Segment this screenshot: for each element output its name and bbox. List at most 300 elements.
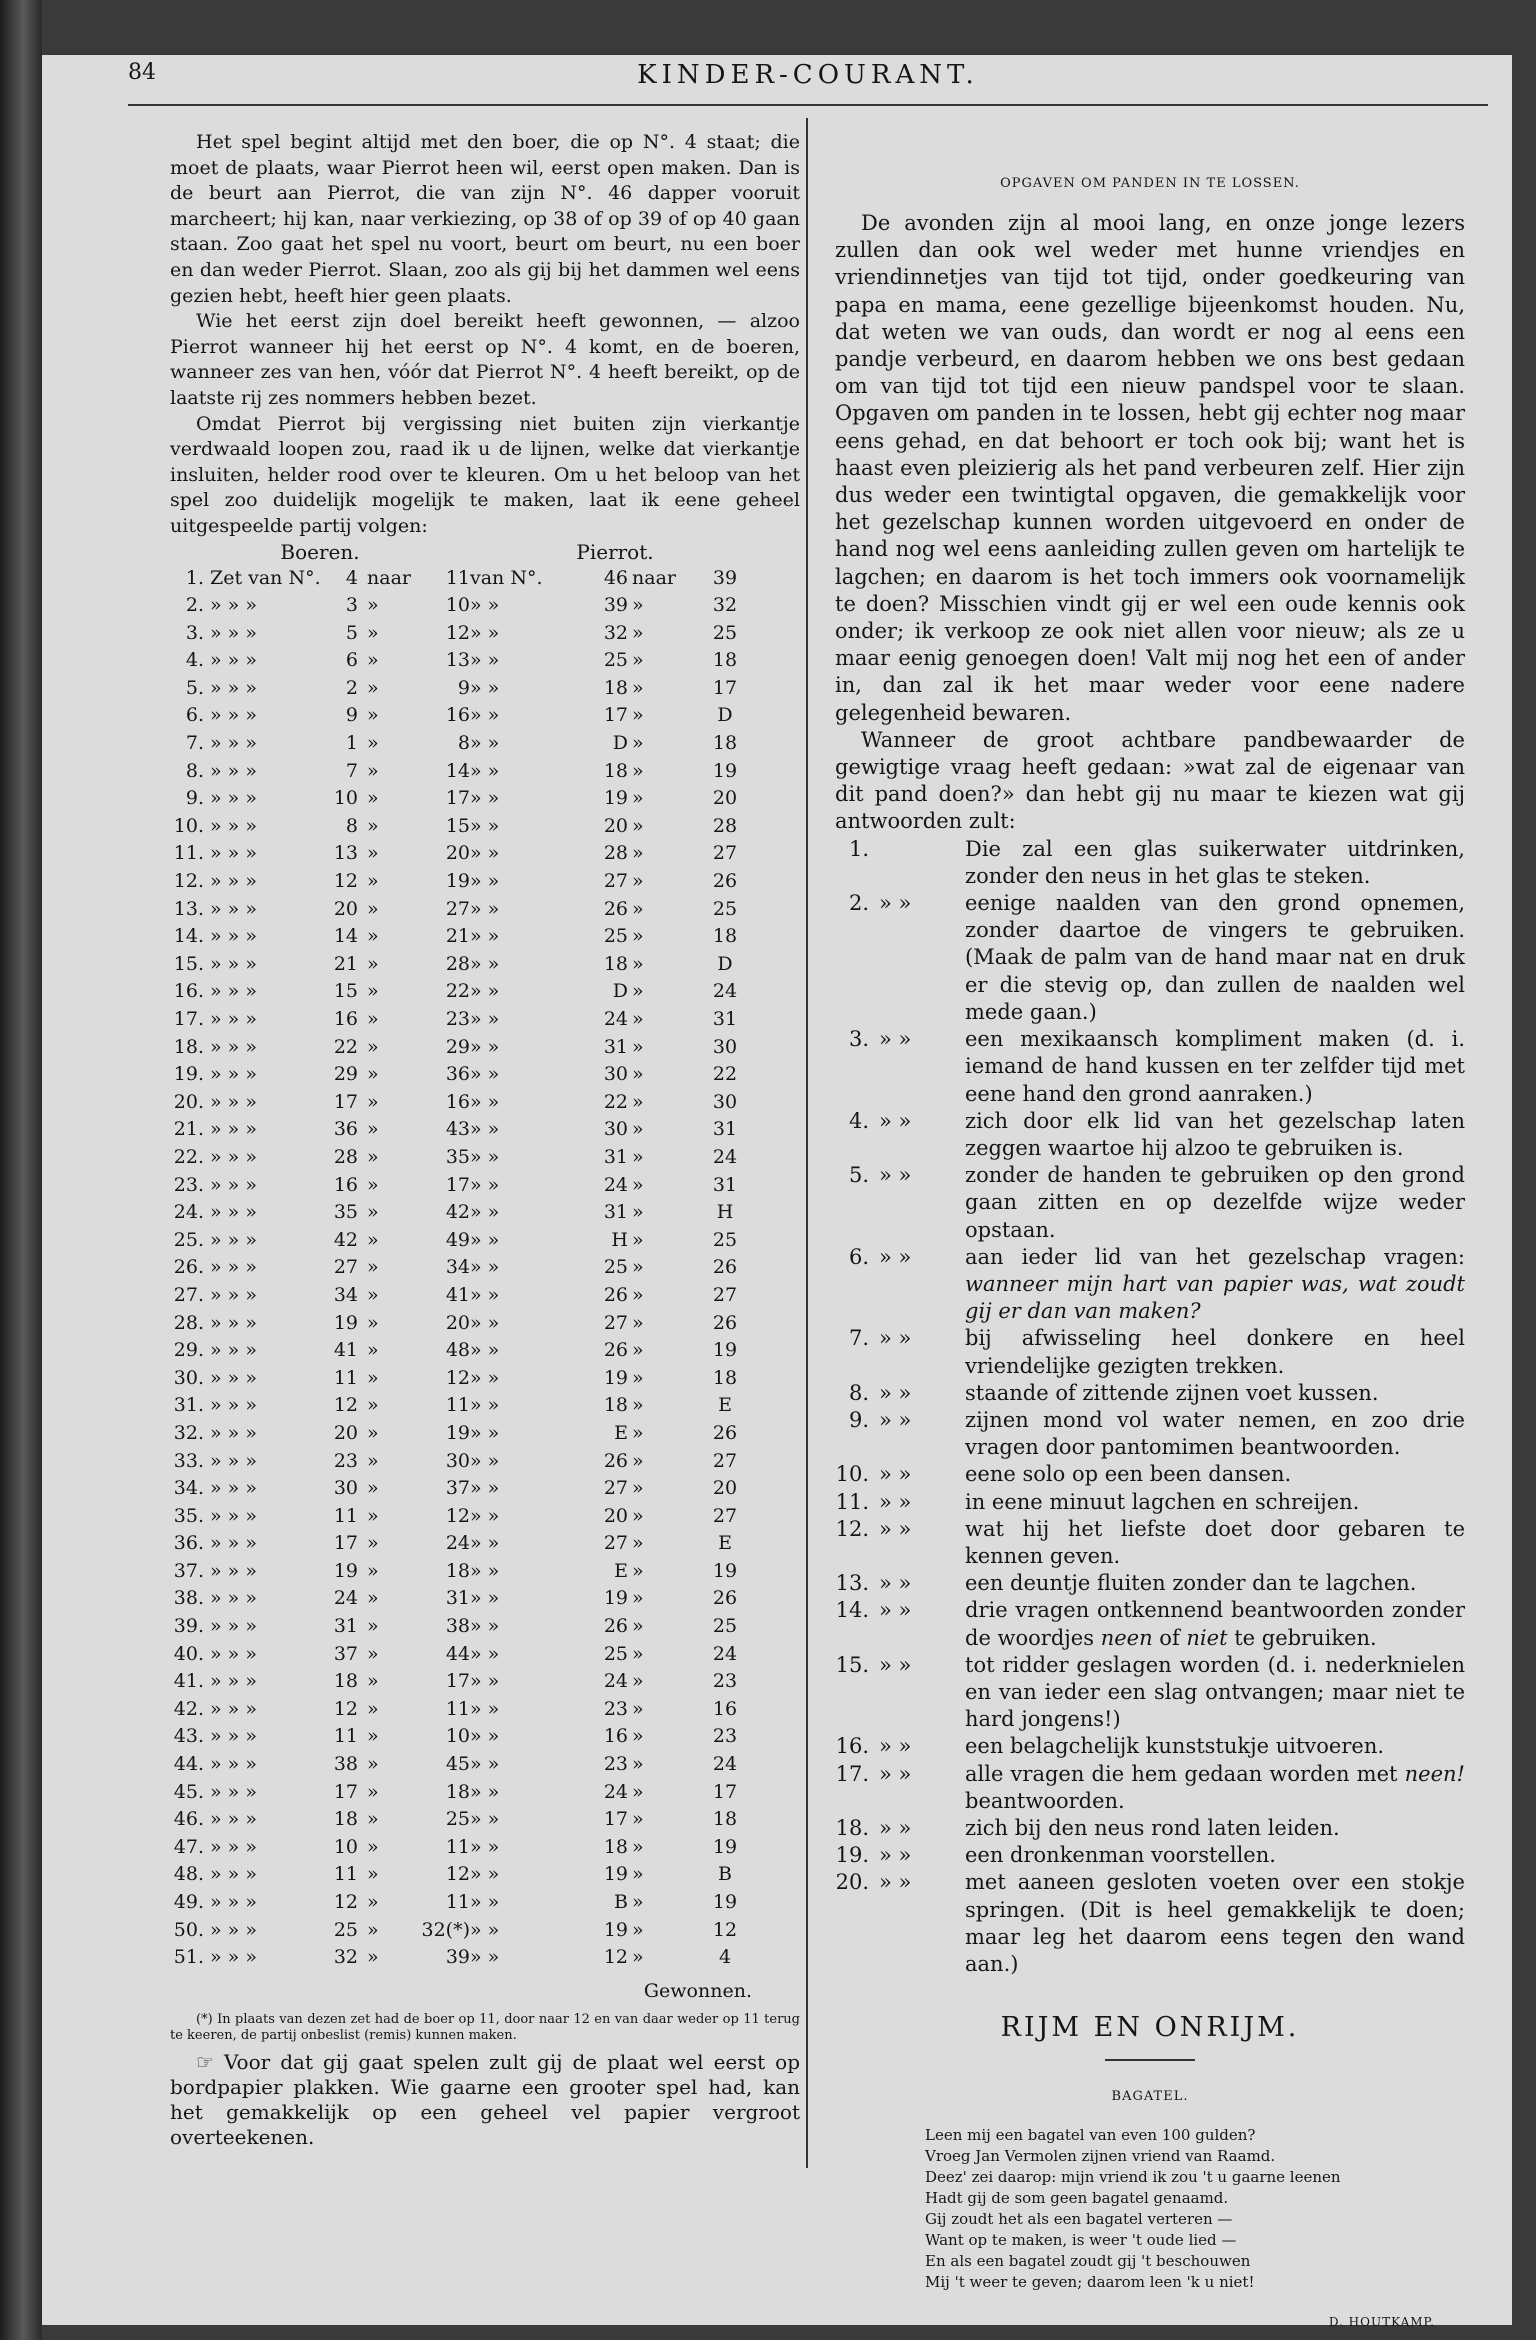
move-cell: » » <box>470 1808 500 1831</box>
move-cell: » » » <box>210 1201 257 1224</box>
move-cell: » » <box>470 787 500 810</box>
move-row <box>170 1807 800 1835</box>
move-cell: 18 <box>603 952 628 975</box>
move-cell: 31 <box>712 1173 738 1196</box>
task-ditto: » » <box>879 1516 912 1541</box>
move-cell: » <box>367 704 379 727</box>
task-text: te gebruiken. <box>1234 1625 1377 1650</box>
move-cell: » » » <box>210 980 257 1003</box>
move-cell: 23 <box>333 1449 358 1472</box>
move-cell: 25 <box>603 925 628 948</box>
move-cell: » <box>367 1891 379 1913</box>
task-item <box>835 836 1465 890</box>
move-cell: 10 <box>333 787 358 810</box>
poem-line: En als een bagatel zoudt gij 't beschouwen <box>925 2251 1251 2270</box>
move-cell: » <box>632 870 644 893</box>
task-ditto: » » <box>879 1652 912 1677</box>
task-text: zich door elk lid van het gezelschap laten zeggen waartoe hij alzoo te gebruiken is. <box>965 1108 1465 1160</box>
task-number: 8. <box>848 1380 869 1405</box>
move-cell: 39 <box>712 566 738 589</box>
right-column <box>835 210 1465 2336</box>
move-cell: 24 <box>603 1780 628 1803</box>
move-cell: » <box>367 1449 379 1472</box>
move-row <box>170 1614 800 1642</box>
task-number: 11. <box>835 1489 869 1514</box>
move-cell: 26 <box>603 1449 628 1472</box>
move-row <box>170 1421 800 1449</box>
move-cell: » <box>632 1090 644 1113</box>
move-cell: » <box>367 1504 379 1527</box>
move-cell: » <box>632 676 644 699</box>
move-cell: 23 <box>603 1753 628 1776</box>
move-cell: 49 <box>445 1228 470 1251</box>
move-cell: 38. <box>173 1587 204 1610</box>
move-cell: 2. <box>185 594 204 617</box>
move-cell: 4 <box>718 1946 732 1969</box>
move-cell: 7. <box>185 732 204 755</box>
move-cell: » » <box>470 1090 500 1113</box>
move-row <box>170 1724 800 1752</box>
move-cell: 25 <box>445 1808 470 1831</box>
move-cell: » » <box>470 704 500 727</box>
move-cell: van N°. <box>470 566 543 589</box>
task-ditto: » » <box>879 891 912 916</box>
move-cell: 11 <box>333 1863 358 1886</box>
move-cell: » <box>632 1587 644 1610</box>
move-cell: » » <box>470 1477 500 1500</box>
move-cell: » <box>632 621 644 644</box>
move-cell: » » » <box>210 1835 257 1858</box>
move-cell: » » <box>470 1918 500 1941</box>
move-row <box>170 1366 800 1394</box>
move-cell: 30. <box>173 1366 204 1389</box>
move-cell: 37 <box>333 1642 358 1665</box>
move-cell: » <box>367 1477 379 1500</box>
move-row <box>170 1338 800 1366</box>
move-cell: naar <box>367 566 411 589</box>
move-cell: » » <box>470 980 500 1003</box>
move-cell: » » » <box>210 1008 257 1030</box>
move-cell: 16 <box>603 1725 628 1748</box>
move-cell: 12 <box>333 1394 358 1417</box>
move-cell: 17. <box>173 1008 204 1030</box>
move-cell: 30 <box>712 1035 738 1058</box>
rijm-heading: RIJM EN ONRIJM. <box>1000 2012 1300 2044</box>
move-cell: 19 <box>603 1863 628 1886</box>
move-cell: » » » <box>210 1863 257 1886</box>
move-cell: » <box>367 1918 379 1941</box>
move-cell: 17 <box>712 1780 738 1803</box>
move-cell: » » <box>470 1449 500 1472</box>
move-cell: 18 <box>445 1559 470 1582</box>
move-row <box>170 1035 800 1063</box>
move-cell: 34 <box>333 1283 358 1306</box>
move-row <box>170 1173 800 1201</box>
move-cell: » <box>367 1008 379 1030</box>
task-ditto: » » <box>879 1571 912 1596</box>
move-cell: » <box>367 870 379 893</box>
move-cell: 24 <box>333 1587 358 1610</box>
move-cell: » <box>632 1780 644 1803</box>
move-cell: 20 <box>603 1504 628 1527</box>
task-item <box>835 1516 1465 1570</box>
move-cell: » » <box>470 1063 500 1086</box>
task-item <box>835 1761 1465 1815</box>
move-cell: 27 <box>603 870 628 893</box>
task-number: 18. <box>835 1815 869 1840</box>
task-ditto: » » <box>879 1407 912 1432</box>
move-cell: 9 <box>457 676 470 699</box>
task-number: 3. <box>848 1027 869 1052</box>
move-cell: » <box>367 1339 379 1362</box>
move-cell: » » <box>470 1201 500 1224</box>
move-cell: 43 <box>445 1118 470 1141</box>
move-row <box>170 731 800 759</box>
move-cell: 11. <box>173 842 204 865</box>
move-cell: 26 <box>603 897 628 920</box>
move-cell: » » » <box>210 1090 257 1113</box>
move-cell: » <box>632 1753 644 1776</box>
move-cell: 19 <box>603 1918 628 1941</box>
move-cell: » <box>367 1366 379 1389</box>
move-row <box>170 897 800 925</box>
move-cell: » » » <box>210 1532 257 1555</box>
move-cell: 21 <box>445 925 470 948</box>
move-cell: » <box>632 1228 644 1251</box>
move-cell: » » » <box>210 621 257 644</box>
task-item <box>835 1489 1465 1516</box>
move-cell: 24 <box>712 1642 738 1665</box>
move-cell: 31 <box>445 1587 470 1610</box>
move-cell: 5. <box>185 676 204 699</box>
move-cell: » <box>367 1725 379 1748</box>
move-cell: » » » <box>210 925 257 948</box>
move-cell: 18 <box>712 1808 738 1831</box>
move-cell: 19 <box>603 787 628 810</box>
move-cell: 26 <box>603 1615 628 1638</box>
task-number: 20. <box>835 1870 869 1895</box>
move-cell: » » » <box>210 1449 257 1472</box>
move-cell: 25 <box>712 621 738 644</box>
move-cell: 30 <box>445 1449 470 1472</box>
move-cell: 18 <box>603 759 628 782</box>
move-cell: » <box>632 1670 644 1693</box>
move-cell: » <box>367 649 379 672</box>
task-ditto: » » <box>879 1244 912 1269</box>
move-cell: 21. <box>173 1118 204 1141</box>
move-cell: » <box>367 1063 379 1086</box>
move-cell: 23 <box>712 1670 738 1693</box>
move-cell: » » <box>470 1008 500 1030</box>
move-cell: 38 <box>445 1615 470 1638</box>
move-row <box>170 979 800 1007</box>
task-text: tot ridder geslagen worden (d. i. nederknielen en van ieder een slag ontvangen; maar niet te hard jongens!) <box>965 1652 1465 1732</box>
move-cell: 44. <box>173 1753 204 1776</box>
move-cell: 18 <box>712 732 738 755</box>
move-cell: » <box>632 1946 644 1969</box>
move-cell: 19 <box>603 1587 628 1610</box>
move-cell: 32. <box>173 1421 204 1444</box>
move-cell: » » » <box>210 1753 257 1776</box>
task-ditto: » » <box>879 1326 912 1351</box>
move-cell: 32 <box>333 1946 358 1969</box>
move-cell: 31 <box>603 1145 628 1168</box>
move-cell: » » » <box>210 1118 257 1141</box>
task-number: 1. <box>848 836 869 861</box>
task-number: 13. <box>835 1571 869 1596</box>
move-cell: » » » <box>210 649 257 672</box>
move-row <box>170 1449 800 1477</box>
move-cell: 11 <box>333 1366 358 1389</box>
move-cell: » <box>367 1228 379 1251</box>
move-cell: » » <box>470 1642 500 1665</box>
move-cell: » » » <box>210 759 257 782</box>
header-rule <box>128 104 1488 106</box>
move-cell: 28 <box>712 814 738 837</box>
move-cell: 19 <box>445 870 470 893</box>
move-cell: 1 <box>345 732 358 755</box>
move-cell: » » <box>470 952 500 975</box>
move-cell: 17 <box>712 676 738 699</box>
move-cell: » » <box>470 1891 500 1913</box>
move-row <box>170 1559 800 1587</box>
move-cell: » <box>632 842 644 865</box>
move-cell: 15 <box>333 980 358 1003</box>
move-row <box>170 1642 800 1670</box>
move-cell: 17 <box>333 1780 358 1803</box>
poem-line: Hadt gij de som geen bagatel genaamd. <box>925 2188 1229 2207</box>
page-header <box>128 60 1488 100</box>
move-cell: » » <box>470 1339 500 1362</box>
move-cell: 11 <box>445 1697 470 1720</box>
move-cell: » <box>632 1808 644 1831</box>
move-cell: » <box>367 621 379 644</box>
pierrot-heading: Pierrot. <box>576 539 654 564</box>
move-cell: 34. <box>173 1477 204 1500</box>
move-row <box>170 1504 800 1532</box>
move-cell: 19 <box>333 1311 358 1334</box>
short-rule <box>1105 2059 1195 2061</box>
task-number: 4. <box>848 1108 869 1133</box>
task-item <box>835 1325 1465 1379</box>
move-cell: » <box>367 1670 379 1693</box>
task-text: zich bij den neus rond laten leiden. <box>965 1815 1340 1840</box>
move-cell: 51. <box>173 1946 204 1969</box>
move-cell: » <box>632 594 644 617</box>
move-cell: 39. <box>173 1615 204 1638</box>
move-cell: H <box>716 1201 734 1224</box>
book-spine <box>0 0 42 2340</box>
task-item <box>835 1570 1465 1597</box>
move-cell: 23 <box>445 1008 470 1030</box>
move-cell: » <box>632 1449 644 1472</box>
move-cell: 35 <box>333 1201 358 1224</box>
move-cell: 50. <box>173 1918 204 1941</box>
moves-table <box>170 566 800 1973</box>
move-cell: » » <box>470 1780 500 1803</box>
move-cell: » <box>367 1532 379 1555</box>
move-cell: » <box>367 594 379 617</box>
move-cell: » » » <box>210 1477 257 1500</box>
column-rule <box>806 118 808 2168</box>
move-cell: 25 <box>712 897 738 920</box>
move-cell: 45 <box>445 1753 470 1776</box>
move-cell: 40. <box>173 1642 204 1665</box>
move-cell: » <box>367 1559 379 1582</box>
move-cell: » <box>632 1642 644 1665</box>
task-text: een dronkenman voorstellen. <box>965 1843 1276 1868</box>
move-cell: » » <box>470 1615 500 1638</box>
move-row <box>170 1007 800 1035</box>
move-cell: 37. <box>173 1559 204 1582</box>
move-cell: 19 <box>712 759 738 782</box>
move-cell: » <box>632 1394 644 1417</box>
move-cell: » <box>367 1201 379 1224</box>
move-row <box>170 1669 800 1697</box>
move-cell: 16 <box>333 1173 358 1196</box>
task-text: een deuntje fluiten zonder dan te lagchen. <box>965 1571 1417 1596</box>
move-cell: » » <box>470 1753 500 1776</box>
move-cell: » » » <box>210 897 257 920</box>
move-row <box>170 648 800 676</box>
move-row <box>170 759 800 787</box>
move-row <box>170 566 800 594</box>
move-cell: Zet van N°. <box>210 566 321 589</box>
move-cell: » » » <box>210 1256 257 1279</box>
move-cell: » » » <box>210 594 257 617</box>
task-text: staande of zittende zijnen voet kussen. <box>965 1380 1379 1405</box>
move-cell: 31 <box>333 1615 358 1638</box>
move-cell: » <box>367 1697 379 1720</box>
task-number: 6. <box>848 1244 869 1269</box>
move-cell: 25 <box>333 1918 358 1941</box>
task-ditto: » » <box>879 1598 912 1623</box>
move-cell: » <box>632 1201 644 1224</box>
task-item <box>835 1108 1465 1162</box>
move-cell: E <box>718 1394 732 1417</box>
move-cell: 45. <box>173 1780 204 1803</box>
move-cell: 26 <box>603 1283 628 1306</box>
move-cell: B <box>614 1891 628 1913</box>
move-cell: 16 <box>333 1008 358 1030</box>
move-cell: 26 <box>712 1587 738 1610</box>
task-text: met aaneen gesloten voeten over een stokje springen. (Dit is heel gemakkelijk te doen; maar leg het daarom eens tegen den wand aan.) <box>965 1870 1465 1976</box>
move-cell: » » » <box>210 1173 257 1196</box>
won-label: Gewonnen. <box>643 1979 752 2002</box>
move-cell: 36 <box>445 1063 470 1086</box>
task-item <box>835 1162 1465 1244</box>
move-cell: 12. <box>173 870 204 893</box>
move-cell: 18 <box>603 1394 628 1417</box>
move-row <box>170 1780 800 1808</box>
move-cell: » <box>632 897 644 920</box>
move-cell: 14 <box>445 759 470 782</box>
move-cell: 48. <box>173 1863 204 1886</box>
move-cell: » <box>367 1035 379 1058</box>
move-cell: » <box>367 732 379 755</box>
move-cell: 13. <box>173 897 204 920</box>
move-cell: 19 <box>712 1835 738 1858</box>
task-ditto: » » <box>879 1462 912 1487</box>
poem-title: BAGATEL. <box>1111 2089 1189 2105</box>
move-cell: » <box>367 814 379 837</box>
move-cell: » » » <box>210 1283 257 1306</box>
move-cell: » » <box>470 1559 500 1582</box>
section-title: OPGAVEN OM PANDEN IN TE LOSSEN. <box>1000 176 1300 191</box>
task-item <box>835 1380 1465 1407</box>
move-cell: » » <box>470 649 500 672</box>
move-cell: 38 <box>333 1753 358 1776</box>
move-cell: 30 <box>603 1063 628 1086</box>
move-cell: » » » <box>210 842 257 865</box>
move-cell: » » » <box>210 1366 257 1389</box>
move-cell: » » » <box>210 1725 257 1748</box>
move-row <box>170 1117 800 1145</box>
move-cell: 12 <box>445 1863 470 1886</box>
move-cell: » <box>632 1283 644 1306</box>
poem-line: Deez' zei daarop: mijn vriend ik zou 't u gaarne leenen <box>925 2167 1341 2186</box>
poem <box>835 2125 1465 2293</box>
task-item <box>835 1652 1465 1734</box>
poem-line: Leen mij een bagatel van even 100 gulden? <box>925 2125 1256 2144</box>
move-cell: 39 <box>603 594 628 617</box>
move-cell: » <box>367 787 379 810</box>
move-cell: » <box>632 759 644 782</box>
move-cell: 18 <box>333 1808 358 1831</box>
move-cell: 16 <box>445 704 470 727</box>
move-cell: 19 <box>712 1559 738 1582</box>
move-row <box>170 1145 800 1173</box>
winning-paragraph: Wie het eerst zijn doel bereikt heeft gewonnen, — alzoo Pierrot wanneer hij het eerst op N°. 4 komt, en de boeren, wanneer zes van hen, vóór dat Pierrot N°. 4 heeft bereikt, op de laatste rij zes nommers hebben bezet. <box>170 310 800 409</box>
move-cell: » » <box>470 897 500 920</box>
task-item <box>835 1461 1465 1488</box>
move-row <box>170 869 800 897</box>
move-cell: » » » <box>210 1808 257 1831</box>
move-cell: 18 <box>603 1835 628 1858</box>
task-ditto: » » <box>879 1108 912 1133</box>
move-cell: » » <box>470 1670 500 1693</box>
move-cell: 24 <box>603 1670 628 1693</box>
move-cell: 20 <box>445 842 470 865</box>
move-cell: 23 <box>603 1697 628 1720</box>
move-cell: » <box>632 1063 644 1086</box>
task-text: bij afwisseling heel donkere en heel vriendelijke gezigten trekken. <box>965 1326 1465 1378</box>
move-cell: 32 <box>712 594 738 617</box>
move-row <box>170 814 800 842</box>
task-number: 19. <box>835 1843 869 1868</box>
task-ditto: » » <box>879 1843 912 1868</box>
move-cell: 18 <box>712 1366 738 1389</box>
move-cell: 28 <box>445 952 470 975</box>
task-text: Die zal een glas suikerwater uitdrinken, zonder den neus in het glas te steken. <box>965 836 1465 888</box>
task-number: 9. <box>848 1407 869 1432</box>
move-cell: 35. <box>173 1504 204 1527</box>
move-cell: 42 <box>333 1228 358 1251</box>
move-cell: 14 <box>333 925 358 948</box>
move-cell: 18 <box>712 649 738 672</box>
move-cell: 16. <box>173 980 204 1003</box>
move-cell: 27 <box>712 1283 738 1306</box>
task-ditto: » » <box>879 1734 912 1759</box>
move-cell: » <box>367 842 379 865</box>
left-column <box>170 130 800 2150</box>
move-cell: 24 <box>712 980 738 1003</box>
move-cell: » <box>632 1835 644 1858</box>
move-cell: » <box>632 1697 644 1720</box>
move-cell: 12 <box>445 1366 470 1389</box>
move-cell: 25 <box>603 1256 628 1279</box>
move-cell: » » » <box>210 1780 257 1803</box>
